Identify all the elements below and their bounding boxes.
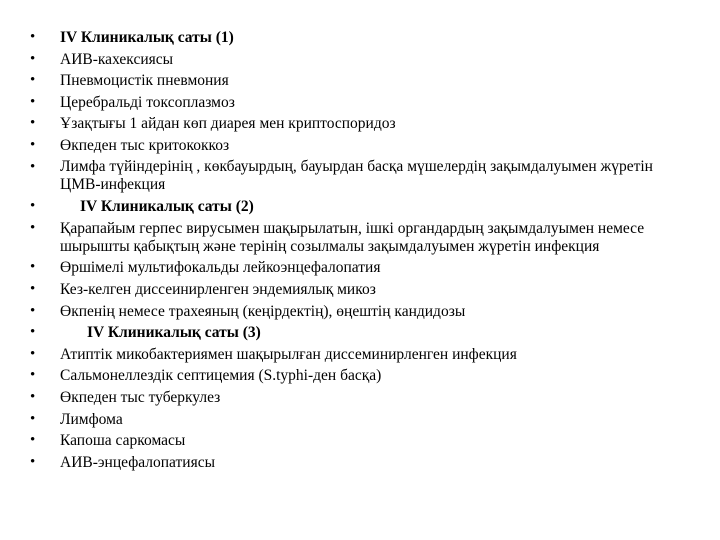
list-item	[30, 322, 690, 344]
bullet-icon: •	[30, 72, 36, 89]
section-heading: IV Клиникалық саты (3)	[87, 324, 261, 342]
section-heading: IV Клиникалық саты (1)	[60, 29, 234, 46]
list-item	[30, 157, 690, 197]
list-item	[30, 113, 690, 135]
bullet-icon: •	[30, 388, 36, 405]
list-item-text: Кез-келген диссеинирленген эндемиялық микоз	[60, 280, 376, 298]
list-item-text: Сальмонеллездік септицемия (S.typhi-ден басқа)	[60, 367, 382, 385]
list-item	[30, 49, 690, 71]
list-item	[30, 135, 690, 157]
list-item	[30, 430, 690, 452]
list-item-text: Өкпенің немесе трахеяның (кеңірдектің), өңештің кандидозы	[60, 302, 466, 320]
bullet-icon: •	[30, 259, 36, 276]
list-item-text: АИВ-энцефалопатиясы	[60, 453, 216, 471]
bullet-icon: •	[30, 432, 36, 449]
list-item	[30, 257, 690, 279]
bullet-icon: •	[30, 50, 36, 67]
bullet-list	[30, 27, 690, 473]
bullet-icon: •	[30, 158, 36, 175]
bullet-icon: •	[30, 136, 36, 153]
list-item	[30, 387, 690, 409]
bullet-icon: •	[30, 302, 36, 319]
list-item	[30, 301, 690, 323]
list-item	[30, 452, 690, 474]
list-item	[30, 279, 690, 301]
list-item-text: Атиптік микобактериямен шақырылған диссеминирленген инфекция	[60, 345, 517, 363]
list-item	[30, 365, 690, 387]
list-item	[30, 409, 690, 431]
bullet-icon: •	[30, 367, 36, 384]
list-item-text: Капоша саркомасы	[60, 432, 186, 450]
bullet-icon: •	[30, 410, 36, 427]
list-item-text: Лимфома	[60, 410, 123, 428]
list-item-text: Лимфа түйіндерінің , көкбауырдың, бауырдан басқа мүшелердің зақымдалуымен жүретін ЦМВ-инфекция	[60, 158, 653, 194]
list-item-text: Өршімелі мультифокальды лейкоэнцефалопатия	[60, 259, 381, 277]
list-item-text: Өкпеден тыс туберкулез	[60, 388, 221, 406]
list-item	[30, 27, 690, 49]
bullet-icon: •	[30, 93, 36, 110]
list-item	[30, 70, 690, 92]
list-item-text: Пневмоцистік пневмония	[60, 72, 229, 90]
bullet-icon: •	[30, 29, 36, 45]
list-item	[30, 196, 690, 218]
list-item	[30, 92, 690, 114]
list-item-text: АИВ-кахексиясы	[60, 50, 174, 68]
bullet-icon: •	[30, 115, 36, 132]
list-item	[30, 218, 690, 258]
bullet-icon: •	[30, 345, 36, 362]
bullet-icon: •	[30, 324, 36, 341]
list-item-text: Қарапайым герпес вирусымен шақырылатын, ішкі органдардың зақымдалуымен немесе шырышты қабықтың және терінің созылмалы зақымдалуымен жүретін инфекция	[60, 219, 645, 255]
bullet-icon: •	[30, 198, 36, 215]
list-item	[30, 344, 690, 366]
list-item-text: Церебральді токсоплазмоз	[60, 93, 235, 111]
list-item-text: Ұзақтығы 1 айдан көп диарея мен криптоспоридоз	[60, 115, 396, 133]
bullet-icon: •	[30, 453, 36, 470]
list-item-text: Өкпеден тыс критококкоз	[60, 136, 230, 154]
bullet-icon: •	[30, 219, 36, 236]
bullet-icon: •	[30, 280, 36, 297]
section-heading: IV Клиникалық саты (2)	[80, 198, 254, 216]
